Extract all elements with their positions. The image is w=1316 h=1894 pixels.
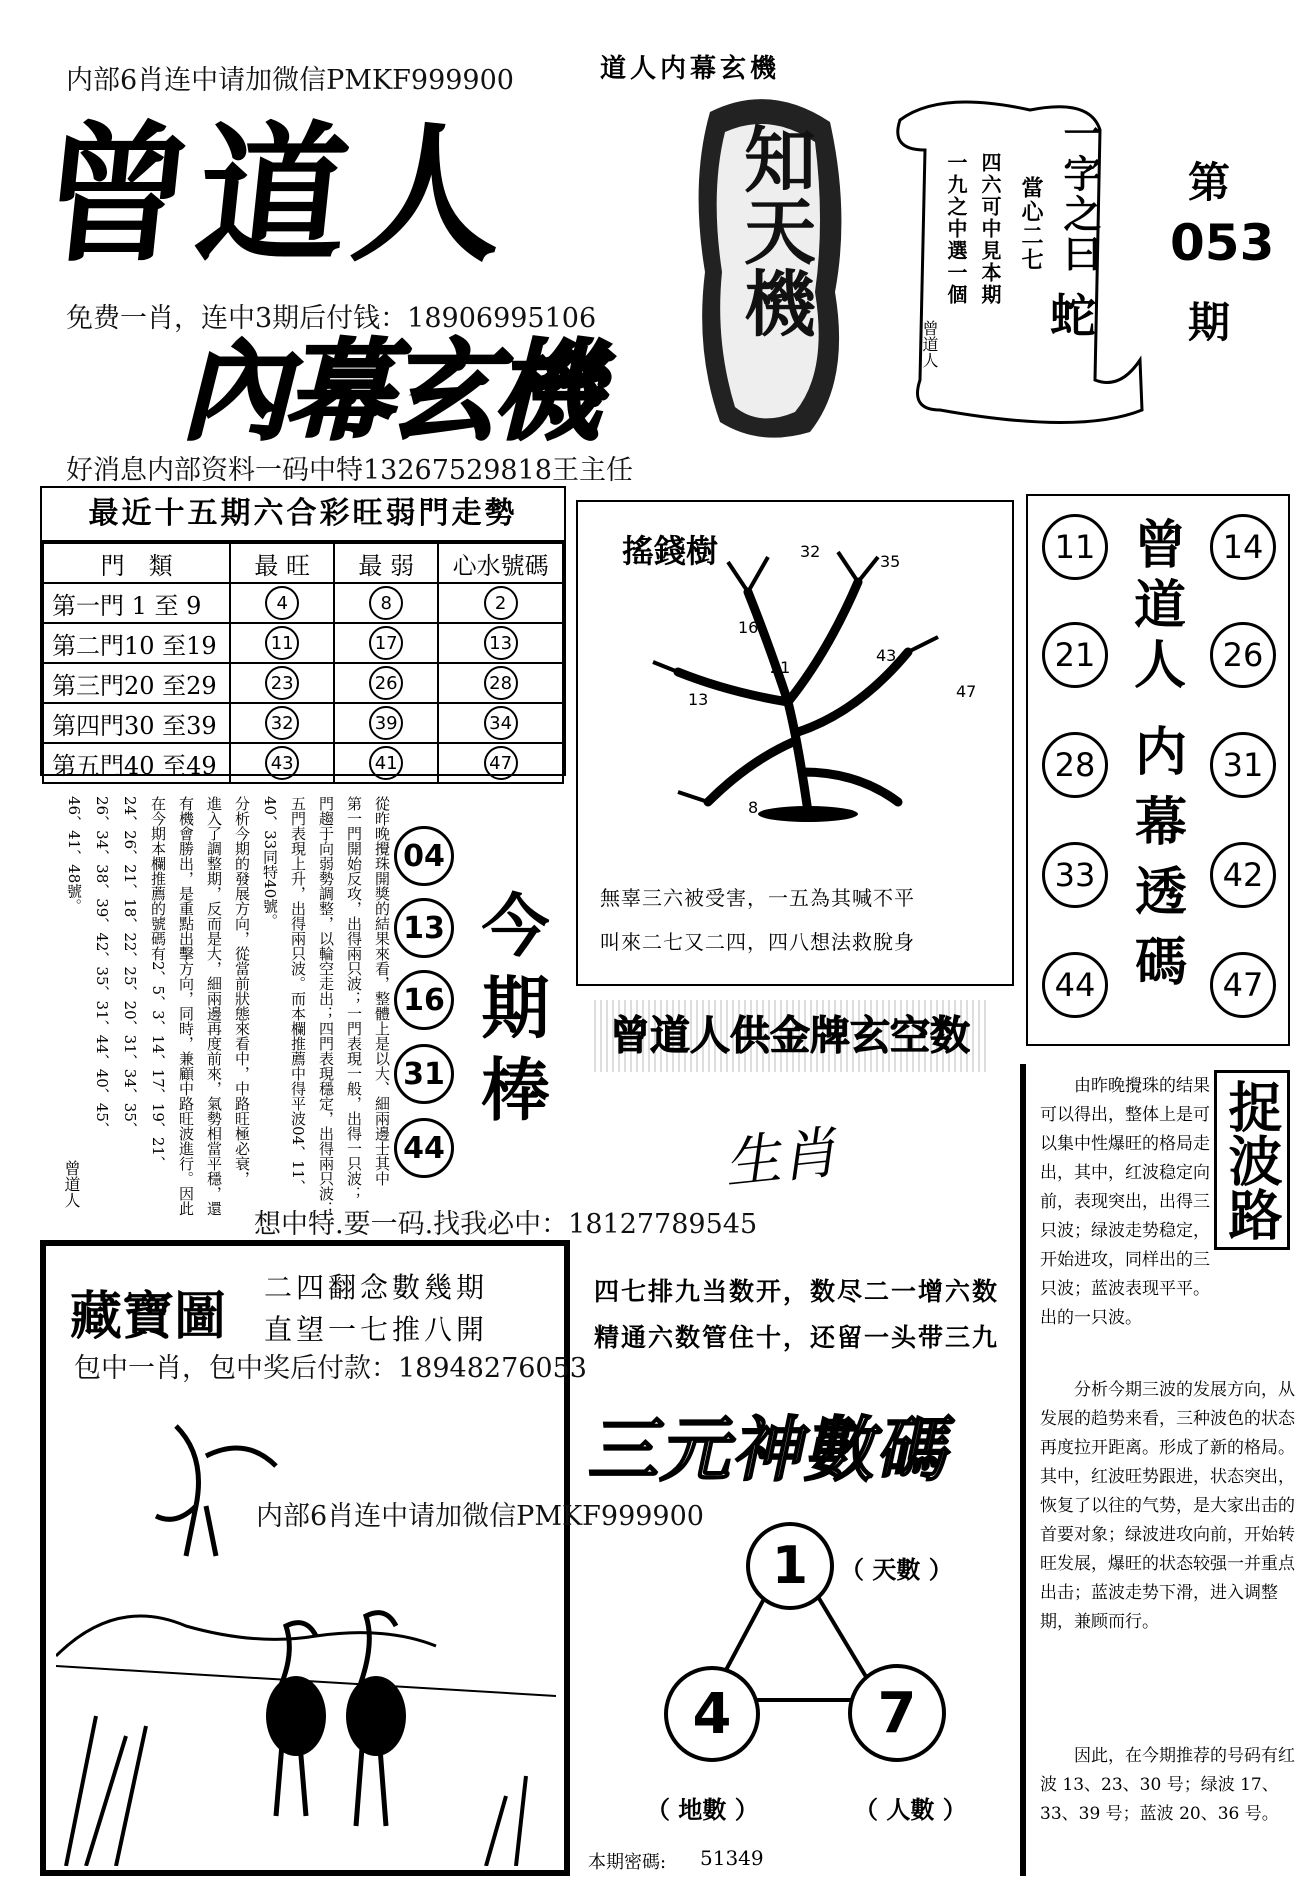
panel-title — [1120, 516, 1200, 696]
pick-number: 34 — [484, 706, 518, 740]
panel-number-right: 47 — [1210, 952, 1276, 1018]
trend-header-row — [43, 543, 563, 583]
strong-number: 43 — [265, 746, 299, 780]
wave-path-para2: 分析今期三波的发展方向，从发展的趋势来看，三种波色的状态再度拉开距离。形成了新的格局。其中，红波旺势跟进，状态突出，恢复了以往的气势，是大家出击的首要对象；绿波进攻向前，开始转旺发展，爆旺的状态较强一并重点出击；蓝波走势下滑，进入调整期，兼顾而行。 — [1040, 1380, 1295, 1632]
analysis-col: 24、26、21、18、22、25、20、31、34、35、 — [121, 796, 139, 1137]
portrait-figure — [690, 92, 850, 444]
table-row — [43, 703, 563, 743]
riddle-line1: 四七排九当数开，数尽二一增六数 — [594, 1277, 1000, 1306]
strong-number: 32 — [265, 706, 299, 740]
tree-number: 47 — [956, 682, 977, 701]
panel-subtitle-char: 幕 — [1134, 792, 1187, 853]
three-numbers-title: 三元神數碼 — [584, 1409, 962, 1491]
panel-number-left: 44 — [1042, 952, 1108, 1018]
col-header-weak: 最 弱 — [334, 543, 438, 583]
tree-illustration — [638, 542, 978, 822]
analysis-col: 門趨于向弱勢調整，以輪空走出；四門表現穩定，出得兩只波； — [317, 796, 335, 1216]
pick-number: 13 — [484, 626, 518, 660]
col-header-gate: 門 類 — [43, 543, 230, 583]
strong-number: 11 — [265, 626, 299, 660]
analysis-col: 46、41、48號。 — [65, 796, 83, 914]
panel-number-right: 42 — [1210, 842, 1276, 908]
analysis-col: 26、34、38、39、42、35、31、44、40、45、 — [93, 796, 111, 1137]
human-label: （ 人數 ） — [854, 1795, 967, 1824]
subtitle-inside-secret: 內幕玄機 — [174, 330, 622, 455]
issue-prefix: 第 — [1188, 158, 1231, 207]
top-label: 道人内幕玄機 — [600, 54, 781, 84]
trend-table-panel — [40, 486, 566, 780]
table-row — [43, 583, 563, 623]
ad-wechat-top: 内部6肖连中请加微信PMKF999900 — [66, 65, 514, 96]
today-pick-number: 31 — [394, 1044, 454, 1104]
panel-title-char: 曾 — [1133, 515, 1186, 576]
pick-number: 2 — [484, 586, 518, 620]
gate-cell: 第三門20 至29 — [43, 663, 230, 703]
analysis-col: 在今期本欄推薦的號碼有2、5、3、14、17、19、21、 — [149, 796, 167, 1171]
weak-number: 8 — [369, 586, 403, 620]
analysis-col: 第一門開始反攻，出得兩只波；一門表現一般，出得一只波； — [345, 796, 363, 1201]
panel-number-right: 26 — [1210, 622, 1276, 688]
ad-free-zodiac: 免费一肖，连中3期后付钱：18906995106 — [66, 303, 597, 334]
gate-cell: 第五門40 至49 — [43, 743, 230, 783]
analysis-signature: 曾道人 — [62, 1160, 81, 1208]
tree-number: 21 — [770, 658, 791, 677]
pick-number: 28 — [484, 666, 518, 700]
table-row — [43, 623, 563, 663]
secret-code-value: 51349 — [700, 1846, 764, 1870]
weak-number: 17 — [369, 626, 403, 660]
today-pick-number: 44 — [394, 1118, 454, 1178]
today-pick-number: 16 — [394, 970, 454, 1030]
scroll-zodiac: 蛇 — [1050, 289, 1096, 343]
today-pick-number: 13 — [394, 898, 454, 958]
weak-number: 26 — [369, 666, 403, 700]
gold-banner: 曾道人供金牌玄空数 — [590, 1000, 990, 1072]
wave-path-title — [1214, 1070, 1290, 1250]
tree-poem-line1: 無辜三六被受害，一五為其喊不平 — [600, 886, 915, 910]
money-tree-panel — [576, 500, 1014, 986]
money-tree-title: 搖錢樹 — [622, 532, 719, 570]
tree-number: 8 — [748, 798, 759, 817]
scroll-panel — [880, 90, 1150, 430]
secret-code-label: 本期密碼: — [588, 1852, 667, 1873]
treasure-verse2: 直望一七推八開 — [264, 1313, 489, 1346]
pick-number: 47 — [484, 746, 518, 780]
analysis-col: 進入了調整期，反而是大，細兩邊再度前來，氣勢相當平穩，還 — [205, 796, 223, 1216]
col-header-pick: 心水號碼 — [438, 543, 563, 583]
ad-want-special: 想中特.要一码.找我必中：18127789545 — [254, 1209, 758, 1240]
issue-suffix: 期 — [1188, 298, 1231, 347]
table-row — [43, 743, 563, 783]
scroll-col1: 一字之曰 — [1057, 114, 1102, 274]
earth-number: 4 — [664, 1666, 760, 1762]
treasure-title: 藏寶圖 — [70, 1286, 227, 1347]
riddle-line2: 精通六数管住十，还留一头带三九 — [594, 1323, 1000, 1352]
earth-label: （ 地數 ） — [646, 1795, 759, 1824]
ad-wechat-mid: 内部6肖连中请加微信PMKF999900 — [256, 1501, 704, 1532]
tree-number: 32 — [800, 542, 821, 561]
panel-number-right: 31 — [1210, 732, 1276, 798]
analysis-col: 有機會勝出，是重點出擊方向，同時，兼顧中路旺波進行。因此 — [177, 796, 195, 1216]
panel-subtitle — [1126, 718, 1196, 998]
panel-number-left: 11 — [1042, 514, 1108, 580]
panel-number-right: 14 — [1210, 514, 1276, 580]
tree-poem-line2: 叫來二七又二四，四八想法救脫身 — [600, 930, 915, 954]
trend-table — [42, 542, 564, 784]
today-pick-number: 04 — [394, 826, 454, 886]
panel-number-left: 21 — [1042, 622, 1108, 688]
human-number: 7 — [848, 1664, 946, 1762]
tree-number: 35 — [880, 552, 901, 571]
gate-cell: 第二門10 至19 — [43, 623, 230, 663]
treasure-map-panel — [40, 1240, 570, 1876]
analysis-col: 從昨晚攪珠開獎的結果來看，整體上是以大、細兩邊士其中 — [373, 796, 391, 1186]
analysis-col: 分析今期的發展方向，從當前狀態來看中，中路旺極必衰， — [233, 796, 251, 1186]
scroll-col4: 一九之中選一個 — [944, 152, 968, 306]
today-pick-label: 今期棒 — [470, 890, 550, 1136]
strong-number: 23 — [265, 666, 299, 700]
gate-cell: 第一門 1 至 9 — [43, 583, 230, 623]
trend-table-title: 最近十五期六合彩旺弱門走勢 — [42, 488, 564, 542]
weak-number: 41 — [369, 746, 403, 780]
treasure-verse1: 二四翻念數幾期 — [264, 1271, 489, 1304]
portrait-text: 知天機 — [732, 122, 817, 338]
panel-number-left: 33 — [1042, 842, 1108, 908]
scroll-signature: 曾道人 — [920, 320, 939, 368]
panel-title-char: 人 — [1133, 635, 1186, 696]
wave-path-title-text: 捉波路 — [1220, 1079, 1284, 1241]
main-title: 曾道人 — [32, 107, 520, 283]
panel-title-char: 道 — [1133, 575, 1186, 636]
panel-subtitle-char: 内 — [1134, 722, 1187, 783]
weak-number: 39 — [369, 706, 403, 740]
gate-cell: 第四門30 至39 — [43, 703, 230, 743]
ad-good-news: 好消息内部资料一码中特13267529818王主任 — [66, 455, 633, 486]
analysis-col: 五門表現上升，出得兩只波。而本欄推薦中得平波04、11、 — [289, 796, 307, 1195]
scroll-col3: 四六可中見本期 — [978, 152, 1002, 306]
tree-number: 16 — [738, 618, 759, 637]
scroll-col2: 當心二七 — [1018, 176, 1044, 272]
panel-subtitle-char: 碼 — [1134, 932, 1187, 993]
heaven-label: （ 天數 ） — [840, 1555, 953, 1584]
handwriting-zodiac: 生肖 — [721, 1120, 840, 1197]
strong-number: 4 — [265, 586, 299, 620]
right-numbers-panel — [1026, 494, 1290, 1046]
col-header-strong: 最 旺 — [230, 543, 334, 583]
panel-subtitle-char: 透 — [1134, 862, 1187, 923]
ad-guarantee: 包中一肖，包中奖后付款：18948276053 — [74, 1353, 587, 1384]
analysis-col: 40、33同特40號。 — [261, 796, 279, 929]
tree-number: 13 — [688, 690, 709, 709]
heaven-number: 1 — [746, 1522, 834, 1610]
cranes-illustration — [56, 1396, 556, 1866]
panel-number-left: 28 — [1042, 732, 1108, 798]
issue-number: 053 — [1170, 214, 1275, 272]
tree-number: 43 — [876, 646, 897, 665]
table-row — [43, 663, 563, 703]
wave-path-para1: 由昨晚攪珠的结果可以得出，整体上是可以集中性爆旺的格局走出，其中，红波稳定向前，表现突出，出得三只波；绿波走势稳定，开始进攻，同样出的三只波；蓝波表现平平。出的一只波。 — [1040, 1076, 1210, 1328]
wave-path-panel — [1020, 1064, 1300, 1876]
wave-path-para3: 因此，在今期推荐的号码有红波 13、23、30 号；绿波 17、33、39 号；蓝波 20、36 号。 — [1040, 1746, 1295, 1824]
analysis-text-block — [54, 796, 394, 1216]
